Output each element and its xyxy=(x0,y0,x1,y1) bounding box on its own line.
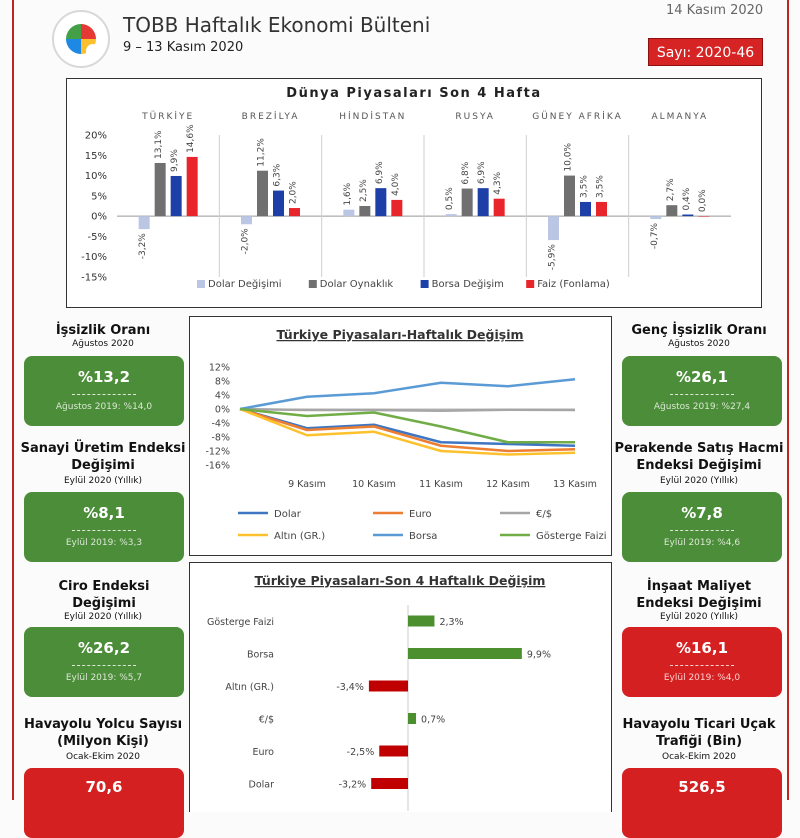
card-previous: Ağustos 2019: %14,0 xyxy=(55,402,153,412)
bar-value-label: 0,5% xyxy=(445,187,456,211)
series-line-borsa xyxy=(240,379,575,409)
legend-label: Borsa Değişim xyxy=(431,279,504,290)
card-previous: Ağustos 2019: %27,4 xyxy=(653,402,751,412)
x-tick-label: 12 Kasım xyxy=(486,479,530,490)
bar-value-label: 2,3% xyxy=(439,617,464,628)
y-tick-label: 0% xyxy=(214,404,230,416)
bar-dolar-oynakl-k xyxy=(462,189,473,217)
series-line-alt-n-gr- xyxy=(240,409,575,455)
construction-cost-title: İnşaat Maliyet Endeksi Değişimi xyxy=(636,579,762,611)
bar-borsa-de-i-im xyxy=(273,191,284,217)
series-line-- xyxy=(240,409,575,411)
bar-faiz-fonlama- xyxy=(698,216,709,217)
card-value: %16,1 xyxy=(675,639,729,657)
category-label: GÜNEY AFRİKA xyxy=(532,112,623,122)
air-passengers-card xyxy=(24,768,184,838)
bar-value-label: 1,6% xyxy=(342,182,353,206)
chart-title: Türkiye Piyasaları-Haftalık Değişim xyxy=(276,327,524,342)
category-label: HİNDİSTAN xyxy=(339,112,407,122)
card-value: %13,2 xyxy=(77,368,131,386)
card-divider xyxy=(72,665,136,666)
y-tick-label: -12% xyxy=(205,446,230,458)
bar-faiz-fonlama- xyxy=(596,202,607,216)
bar-value-label: 2,0% xyxy=(288,181,299,205)
card-divider xyxy=(670,665,734,666)
world-markets-chart xyxy=(67,79,761,307)
bulletin-dates: 9 – 13 Kasım 2020 xyxy=(123,40,244,55)
legend-swatch xyxy=(526,280,534,288)
bar-value-label: 11,2% xyxy=(256,138,267,167)
y-tick-label: 10% xyxy=(84,171,107,183)
bar-dolar-oynakl-k xyxy=(155,163,166,216)
y-tick-label: 15% xyxy=(84,150,107,162)
youth-unemployment-title: Genç İşsizlik Oranı xyxy=(631,323,767,338)
bar-value-label: -0,7% xyxy=(649,222,660,250)
issue-date: 14 Kasım 2020 xyxy=(666,3,764,18)
bar-value-label: -3,2% xyxy=(138,233,149,260)
bar-value-label: 0,0% xyxy=(697,189,708,213)
bar-value-label: 6,9% xyxy=(477,161,488,185)
bulletin-title: TOBB Haftalık Ekonomi Bülteni xyxy=(123,13,431,37)
weekly-change-chart xyxy=(190,317,611,555)
bar-value-label: 2,5% xyxy=(358,179,369,202)
bar xyxy=(408,648,522,659)
y-tick-label: -15% xyxy=(81,272,107,284)
bar-value-label: -2,0% xyxy=(240,228,251,255)
category-label: Borsa xyxy=(246,649,274,661)
air-traffic-title: Havayolu Ticari Uçak Trafiği (Bin) xyxy=(622,717,776,749)
x-tick-label: 13 Kasım xyxy=(553,479,597,490)
bar-faiz-fonlama- xyxy=(494,199,505,216)
unemployment-card xyxy=(24,356,184,426)
category-label: BREZİLYA xyxy=(241,112,300,122)
bar-faiz-fonlama- xyxy=(391,200,402,216)
y-tick-label: 20% xyxy=(84,130,107,142)
turnover-index-period: Eylül 2020 (Yıllık) xyxy=(63,612,143,622)
youth-unemployment-card xyxy=(622,356,782,426)
card-previous: Eylül 2019: %3,3 xyxy=(65,538,143,548)
y-tick-label: 5% xyxy=(91,191,107,203)
bar-value-label: 6,3% xyxy=(272,163,283,187)
air-traffic-card xyxy=(622,768,782,838)
bar xyxy=(379,746,408,757)
legend-label: Altın (GR.) xyxy=(274,531,326,542)
x-tick-label: 10 Kasım xyxy=(352,479,396,490)
legend-label: €/$ xyxy=(536,509,553,520)
bar-dolar-de-i-imi xyxy=(650,216,661,219)
bar-dolar-oynakl-k xyxy=(359,206,370,216)
bar xyxy=(371,778,408,789)
bar xyxy=(408,713,416,724)
legend-label: Gösterge Faizi xyxy=(536,531,607,542)
turnover-index-title: Ciro Endeksi Değişimi xyxy=(58,579,150,611)
category-label: €/$ xyxy=(258,714,274,726)
bar-borsa-de-i-im xyxy=(171,176,182,216)
card-previous: Eylül 2019: %4,6 xyxy=(663,538,741,548)
card-value: %8,1 xyxy=(83,504,125,522)
bar-value-label: 6,9% xyxy=(374,161,385,185)
bar-value-label: 10,0% xyxy=(563,142,574,172)
unemployment-title: İşsizlik Oranı xyxy=(55,323,151,338)
bar-value-label: 4,3% xyxy=(493,171,504,195)
y-tick-label: 8% xyxy=(214,376,230,388)
bar-borsa-de-i-im xyxy=(375,188,386,216)
weekly-change-panel xyxy=(189,316,612,556)
bar-value-label: 14,6% xyxy=(186,124,197,153)
retail-sales-period: Eylül 2020 (Yıllık) xyxy=(659,476,739,486)
chart-legend xyxy=(197,278,610,290)
legend-label: Dolar Değişimi xyxy=(208,279,282,290)
issue-badge: Sayı: 2020-46 xyxy=(648,38,763,66)
bar-value-label: -3,4% xyxy=(336,682,364,693)
y-tick-label: -8% xyxy=(211,432,230,444)
turnover-index-card xyxy=(24,627,184,697)
bar-value-label: 2,7% xyxy=(665,178,676,202)
retail-sales-card xyxy=(622,492,782,562)
chart-title: Türkiye Piyasaları-Son 4 Haftalık Değişim xyxy=(254,573,546,588)
category-label: TÜRKİYE xyxy=(142,112,195,122)
y-tick-label: 4% xyxy=(214,390,230,402)
category-label: ALMANYA xyxy=(651,112,709,122)
bar-faiz-fonlama- xyxy=(289,208,300,216)
bar xyxy=(369,681,408,692)
card-divider xyxy=(72,530,136,531)
y-tick-label: -4% xyxy=(211,418,230,430)
x-tick-label: 11 Kasım xyxy=(419,479,463,490)
card-previous: Eylül 2019: %5,7 xyxy=(65,673,143,683)
card-divider xyxy=(670,394,734,395)
industrial-production-title: Sanayi Üretim Endeksi Değişimi xyxy=(20,441,186,473)
retail-sales-title: Perakende Satış Hacmi Endeksi Değişimi xyxy=(614,441,784,473)
chart-legend xyxy=(238,509,607,542)
bar-dolar-oynakl-k xyxy=(564,176,575,217)
y-tick-label: 12% xyxy=(208,362,230,374)
legend-swatch xyxy=(197,280,205,288)
bar-value-label: -2,5% xyxy=(346,747,375,758)
air-passengers-title: Havayolu Yolcu Sayısı (Milyon Kişi) xyxy=(23,717,183,749)
bar-dolar-de-i-imi xyxy=(343,210,354,216)
bar-value-label: 0,4% xyxy=(681,187,692,211)
legend-label: Faiz (Fonlama) xyxy=(537,279,610,290)
y-tick-label: -10% xyxy=(81,252,107,264)
card-value: 526,5 xyxy=(678,778,726,796)
four-week-change-panel xyxy=(189,562,612,812)
legend-swatch xyxy=(421,280,429,288)
card-previous: Eylül 2019: %4,0 xyxy=(663,673,741,683)
world-markets-panel xyxy=(66,78,762,308)
bar-borsa-de-i-im xyxy=(478,188,489,216)
legend-swatch xyxy=(309,280,317,288)
category-label: Euro xyxy=(252,747,274,758)
construction-cost-period: Eylül 2020 (Yıllık) xyxy=(659,612,739,622)
bar-value-label: 13,1% xyxy=(154,130,165,159)
logo-emblem-icon xyxy=(66,24,96,54)
industrial-production-card xyxy=(24,492,184,562)
bar-borsa-de-i-im xyxy=(682,215,693,217)
card-divider xyxy=(670,530,734,531)
chart-title: Dünya Piyasaları Son 4 Hafta xyxy=(286,86,542,101)
category-label: Dolar xyxy=(248,779,274,791)
y-tick-label: -16% xyxy=(205,460,230,472)
legend-label: Euro xyxy=(409,509,432,520)
card-value: %26,2 xyxy=(77,639,131,657)
bar-faiz-fonlama- xyxy=(187,157,198,216)
air-traffic-period: Ocak-Ekim 2020 xyxy=(662,752,736,762)
air-passengers-period: Ocak-Ekim 2020 xyxy=(66,752,140,762)
card-value: %7,8 xyxy=(681,504,723,522)
bar-dolar-de-i-imi xyxy=(446,214,457,216)
bar-dolar-de-i-imi xyxy=(139,216,150,229)
tobb-logo xyxy=(52,10,110,68)
bar-value-label: -3,2% xyxy=(338,779,367,791)
bar-value-label: 6,8% xyxy=(461,161,472,185)
bar-value-label: 3,5% xyxy=(595,175,606,198)
youth-unemployment-period: Ağustos 2020 xyxy=(668,339,730,349)
industrial-production-period: Eylül 2020 (Yıllık) xyxy=(63,476,143,486)
card-value: %26,1 xyxy=(675,368,729,386)
card-divider xyxy=(72,394,136,395)
bar-value-label: 4,0% xyxy=(390,173,401,196)
legend-label: Borsa xyxy=(409,531,438,542)
y-tick-label: -5% xyxy=(87,231,107,243)
category-label: Altın (GR.) xyxy=(225,682,274,693)
bar-dolar-oynakl-k xyxy=(666,205,677,216)
category-label: Gösterge Faizi xyxy=(206,617,274,628)
unemployment-period: Ağustos 2020 xyxy=(72,339,134,349)
bar-value-label: 9,9% xyxy=(526,649,551,661)
bar-borsa-de-i-im xyxy=(580,202,591,216)
construction-cost-card xyxy=(622,627,782,697)
bar-dolar-de-i-imi xyxy=(241,216,252,224)
bar xyxy=(408,616,434,627)
bar-value-label: -5,9% xyxy=(547,244,558,271)
category-label: RUSYA xyxy=(455,112,495,122)
card-value: 70,6 xyxy=(85,778,123,796)
x-tick-label: 9 Kasım xyxy=(288,479,326,490)
bar-dolar-oynakl-k xyxy=(257,171,268,216)
legend-label: Dolar Oynaklık xyxy=(319,279,394,290)
legend-label: Dolar xyxy=(274,509,301,520)
bar-value-label: 3,5% xyxy=(579,175,590,198)
y-tick-label: 0% xyxy=(91,211,107,223)
four-week-change-chart xyxy=(190,563,611,811)
bar-value-label: 0,7% xyxy=(421,714,446,726)
bar-dolar-de-i-imi xyxy=(548,216,559,240)
bar-value-label: 9,9% xyxy=(170,149,181,172)
